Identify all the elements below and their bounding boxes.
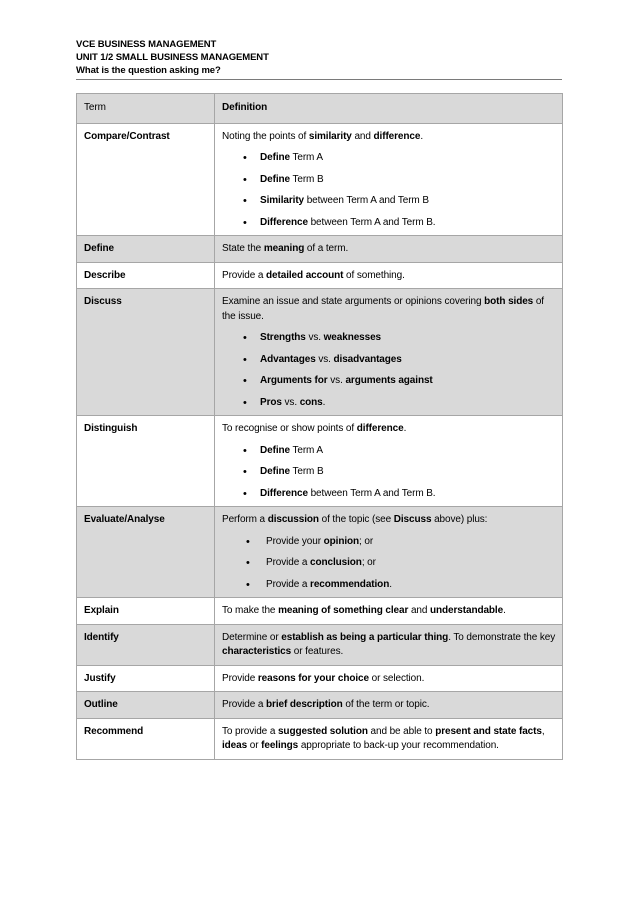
table-row	[77, 665, 563, 692]
term-define: Define	[77, 236, 215, 263]
list-item: • Difference between Term A and Term B.	[222, 487, 556, 502]
definition-explain: To make the meaning of something clear and understandable.	[215, 598, 563, 625]
list-item: • Provide a recommendation.	[222, 578, 556, 593]
list-item: • Define Term B	[222, 465, 556, 480]
table-header-row	[77, 94, 563, 124]
term-distinguish: Distinguish	[77, 416, 215, 507]
term-discuss: Discuss	[77, 289, 215, 416]
bullet-list	[222, 444, 556, 502]
term-describe: Describe	[77, 262, 215, 289]
bullet-list	[222, 331, 556, 410]
definition-text: Perform a discussion of the topic (see Discuss above) plus:	[222, 514, 488, 525]
definition-recommend: To provide a suggested solution and be able to present and state facts, ideas or feelings appropriate to back-up your recommendation.	[215, 718, 563, 759]
definition-identify: Determine or establish as being a particular thing. To demonstrate the key characteristics or features.	[215, 624, 563, 665]
table-row	[77, 289, 563, 416]
list-item: • Pros vs. cons.	[222, 396, 556, 411]
header-unit: UNIT 1/2 SMALL BUSINESS MANAGEMENT	[76, 52, 269, 63]
table-row	[77, 718, 563, 759]
term-identify: Identify	[77, 624, 215, 665]
table-row	[77, 236, 563, 263]
term-compare-contrast: Compare/Contrast	[77, 123, 215, 236]
table-row	[77, 692, 563, 719]
definition-distinguish	[215, 416, 563, 507]
term-explain: Explain	[77, 598, 215, 625]
column-header-term: Term	[77, 94, 215, 124]
table-row	[77, 262, 563, 289]
table-row	[77, 598, 563, 625]
header-question: What is the question asking me?	[76, 65, 221, 76]
list-item: • Difference between Term A and Term B.	[222, 216, 556, 231]
table-row	[77, 416, 563, 507]
term-outline: Outline	[77, 692, 215, 719]
list-item: • Define Term A	[222, 444, 556, 459]
definition-evaluate-analyse	[215, 507, 563, 598]
header-subject: VCE BUSINESS MANAGEMENT	[76, 39, 217, 50]
bullet-list	[222, 151, 556, 230]
table-row	[77, 507, 563, 598]
list-item: • Define Term A	[222, 151, 556, 166]
list-item: • Advantages vs. disadvantages	[222, 353, 556, 368]
definition-text: To recognise or show points of difference.	[222, 423, 407, 434]
list-item: • Arguments for vs. arguments against	[222, 374, 556, 389]
list-item: • Provide your opinion; or	[222, 535, 556, 550]
definition-text: Examine an issue and state arguments or opinions covering both sides of the issue.	[222, 296, 544, 322]
list-item: • Provide a conclusion; or	[222, 556, 556, 571]
definitions-table	[76, 93, 563, 760]
term-justify: Justify	[77, 665, 215, 692]
term-evaluate-analyse: Evaluate/Analyse	[77, 507, 215, 598]
definition-justify: Provide reasons for your choice or selection.	[215, 665, 563, 692]
definition-define: State the meaning of a term.	[215, 236, 563, 263]
column-header-definition: Definition	[215, 94, 563, 124]
document-header	[76, 38, 562, 77]
list-item: • Define Term B	[222, 173, 556, 188]
list-item: • Similarity between Term A and Term B	[222, 194, 556, 209]
definition-text: Noting the points of similarity and difference.	[222, 130, 424, 142]
table-row	[77, 123, 563, 236]
table-row	[77, 624, 563, 665]
definition-outline: Provide a brief description of the term or topic.	[215, 692, 563, 719]
bullet-list	[222, 535, 556, 593]
definition-discuss	[215, 289, 563, 416]
term-recommend: Recommend	[77, 718, 215, 759]
definition-describe: Provide a detailed account of something.	[215, 262, 563, 289]
definition-compare-contrast	[215, 123, 563, 236]
header-divider	[76, 79, 562, 80]
list-item: • Strengths vs. weaknesses	[222, 331, 556, 346]
